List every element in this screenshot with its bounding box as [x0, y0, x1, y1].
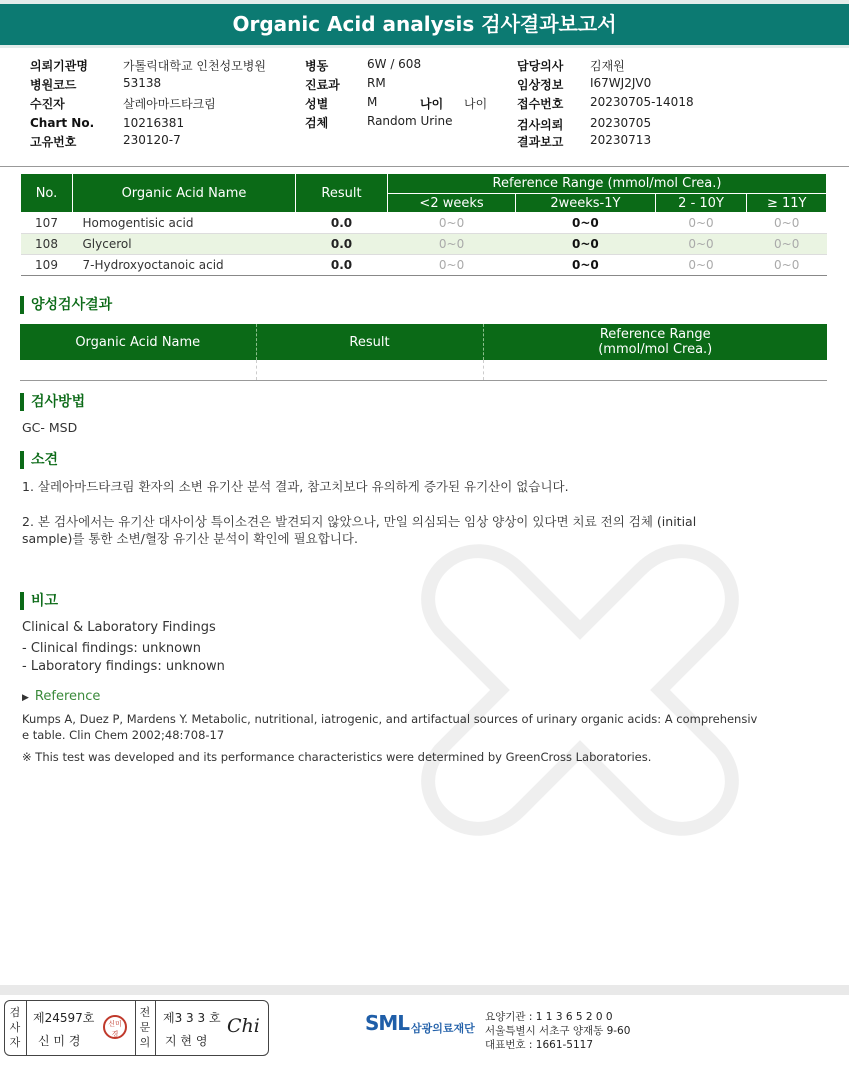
examiner-no: 제24597호: [33, 1011, 95, 1025]
label-clinical-info: 임상정보: [517, 78, 564, 92]
label-age: 나이: [420, 97, 444, 111]
citation-line1: Kumps A, Duez P, Mardens Y. Metabolic, nutritional, iatrogenic, and artifactual sources of urinary organic acids: A comprehensiv: [22, 712, 758, 726]
row-ref: 0~0: [747, 255, 827, 276]
specialist-no: 제3 3 3 호: [163, 1011, 221, 1025]
reference-heading: [22, 689, 100, 704]
pos-col-ref-line1: Reference Range: [599, 327, 711, 342]
label-sex: 성별: [305, 97, 329, 111]
age: 나이: [464, 97, 488, 111]
label-request-date: 검사의뢰: [517, 118, 564, 132]
pos-col-ref-line2: (mmol/mol Crea.): [598, 342, 713, 357]
col-ref-ge11y: ≥ 11Y: [747, 194, 827, 213]
positive-results-heading: 양성검사결과: [20, 296, 112, 314]
results-table: [20, 173, 827, 276]
label-report-date: 결과보고: [517, 135, 564, 149]
row-ref: 0~0: [388, 213, 516, 234]
opinion-line2a: 2. 본 검사에서는 유기산 대사이상 특이소견은 발견되지 않았으나, 만일 의심되는 임상 양상이 있다면 치료 전의 검체 (initial: [22, 514, 697, 529]
row-ref: 0~0: [655, 213, 747, 234]
specialist-signature: Chi: [227, 1015, 260, 1037]
clinical-info: I67WJ2JV0: [590, 76, 652, 90]
row-name: Glycerol: [73, 234, 296, 255]
disclaimer: ※ This test was developed and its performance characteristics were determined by GreenCross Laboratories.: [22, 750, 652, 764]
table-row: [20, 360, 827, 380]
row-result: 0.0: [296, 213, 388, 234]
row-no: 107: [21, 213, 73, 234]
signature-box: [4, 1000, 269, 1056]
ward: 6W / 608: [367, 57, 422, 71]
organization-address: 서울특별시 서초구 양재동 9-60: [485, 1025, 631, 1037]
unique-no: 230120-7: [123, 133, 181, 147]
report-date: 20230713: [590, 133, 652, 147]
patient-name: 살레아마드타크림: [123, 97, 216, 111]
col-ref-2-10y: 2 - 10Y: [655, 194, 747, 213]
label-requesting-institution: 의뢰기관명: [30, 59, 88, 73]
specialist-label: 전문의: [139, 1006, 151, 1049]
organization-name: 삼광의료재단: [411, 1022, 475, 1035]
row-name: 7-Hydroxyoctanoic acid: [73, 255, 296, 276]
organization-info: [485, 1010, 630, 1052]
specimen: Random Urine: [367, 114, 453, 128]
row-ref: 0~0: [655, 255, 747, 276]
pos-col-name: Organic Acid Name: [20, 324, 256, 360]
sex: M: [367, 95, 378, 109]
row-name: Homogentisic acid: [73, 213, 296, 234]
col-ref-lt2w: <2 weeks: [388, 194, 516, 213]
remarks-subtitle: Clinical & Laboratory Findings: [22, 620, 216, 635]
info-divider: [0, 166, 849, 167]
col-ref-2w1y: 2weeks-1Y: [516, 194, 656, 213]
laboratory-findings: - Laboratory findings: unknown: [22, 659, 225, 674]
opinion-heading: 소견: [20, 451, 58, 469]
report-title: Organic Acid analysis 검사결과보고서: [0, 0, 849, 48]
label-unique-no: 고유번호: [30, 135, 77, 149]
label-department: 진료과: [305, 78, 340, 92]
label-ward: 병동: [305, 59, 329, 73]
row-no: 109: [21, 255, 73, 276]
row-ref: 0~0: [747, 213, 827, 234]
pos-col-ref: [483, 324, 827, 360]
receipt-no: 20230705-14018: [590, 95, 694, 109]
sml-logo: [365, 1011, 475, 1035]
positive-results-table: [20, 324, 827, 381]
method-text: GC- MSD: [22, 420, 78, 435]
opinion-line1: 1. 살레아마드타크림 환자의 소변 유기산 분석 결과, 참고치보다 유의하게 증가된 유기산이 없습니다.: [22, 479, 569, 494]
physician: 김재원: [590, 59, 625, 73]
examiner-label: 검사자: [9, 1006, 21, 1049]
table-row: [21, 213, 827, 234]
remarks-heading: 비고: [20, 592, 58, 610]
row-result: 0.0: [296, 255, 388, 276]
row-ref: 0~0: [747, 234, 827, 255]
row-ref: 0~0: [655, 234, 747, 255]
examiner-name: 신 미 경: [38, 1034, 81, 1048]
pos-col-result: Result: [256, 324, 483, 360]
hospital-code: 53138: [123, 76, 162, 90]
triangle-right-icon: ▶: [22, 693, 29, 703]
requesting-institution: 가톨릭대학교 인천성모병원: [123, 59, 266, 73]
row-ref: 0~0: [516, 255, 656, 276]
department: RM: [367, 76, 386, 90]
row-result: 0.0: [296, 234, 388, 255]
label-chart-no: Chart No.: [30, 116, 95, 130]
chart-no: 10216381: [123, 116, 185, 130]
label-hospital-code: 병원코드: [30, 78, 77, 92]
col-result: Result: [296, 174, 388, 213]
row-ref: 0~0: [388, 234, 516, 255]
logo-mark: SML: [365, 1011, 410, 1035]
table-row: [21, 255, 827, 276]
label-specimen: 검체: [305, 116, 329, 130]
row-ref: 0~0: [516, 234, 656, 255]
label-physician: 담당의사: [517, 59, 564, 73]
label-patient: 수진자: [30, 97, 65, 111]
clinical-findings: - Clinical findings: unknown: [22, 641, 201, 656]
reference-label: Reference: [34, 689, 101, 704]
footer-band: [0, 985, 849, 995]
request-date: 20230705: [590, 116, 652, 130]
opinion-line2b: sample)를 통한 소변/혈장 유기산 분석이 확인에 필요합니다.: [22, 531, 358, 546]
row-ref: 0~0: [388, 255, 516, 276]
col-no: No.: [21, 174, 73, 213]
organization-phone: 대표번호 : 1661-5117: [485, 1039, 594, 1051]
row-ref: 0~0: [516, 213, 656, 234]
patient-info: [0, 55, 849, 165]
institution-code: 요양기관 : 1 1 3 6 5 2 0 0: [485, 1011, 613, 1023]
col-name: Organic Acid Name: [73, 174, 296, 213]
table-row: [21, 234, 827, 255]
row-no: 108: [21, 234, 73, 255]
col-ref-range: Reference Range (mmol/mol Crea.): [388, 174, 827, 194]
examiner-seal-icon: 신미경: [103, 1015, 127, 1039]
citation-line2: e table. Clin Chem 2002;48:708-17: [22, 728, 225, 742]
label-receipt-no: 접수번호: [517, 97, 564, 111]
method-heading: 검사방법: [20, 393, 85, 411]
specialist-name: 지 현 영: [165, 1034, 208, 1048]
